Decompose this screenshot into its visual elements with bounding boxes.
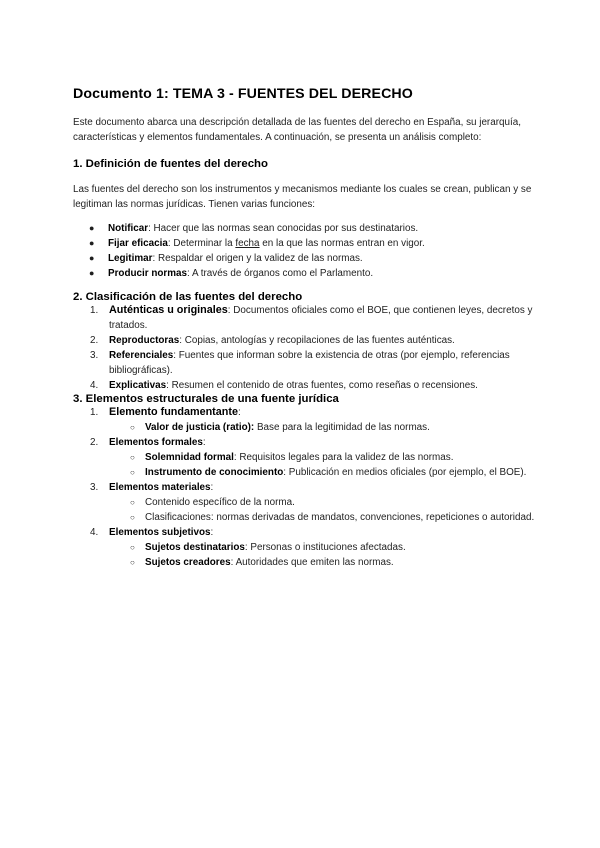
circle-bullet-icon: ○ (130, 453, 135, 462)
circle-bullet-icon: ○ (130, 468, 135, 477)
section-2-heading: 2. Clasificación de las fuentes del derecho (73, 291, 303, 303)
circle-bullet-icon: ○ (130, 543, 135, 552)
item-text: : (202, 437, 206, 448)
item-number: 1. (90, 407, 99, 418)
fecha-link[interactable]: fecha (235, 238, 260, 249)
item-term: Fijar eficacia (108, 238, 168, 249)
circle-bullet-icon: ○ (130, 498, 135, 507)
elements-list (73, 405, 535, 570)
sub-list (109, 495, 535, 525)
item-number: 3. (90, 482, 99, 493)
sub-item-term: Valor de justicia (ratio): (145, 422, 255, 433)
list-item (73, 236, 535, 251)
sub-list-item (73, 495, 535, 510)
item-term: Elemento fundamentante (109, 406, 238, 418)
item-number: 2. (90, 437, 99, 448)
section-3-heading: 3. Elementos estructurales de una fuente jurídica (73, 393, 339, 405)
item-text: : (210, 527, 214, 538)
sub-item-text: : Personas o instituciones afectadas. (244, 542, 406, 553)
bullet-icon: ● (89, 238, 95, 248)
item-text: : Documentos oficiales como el BOE, que contienen leyes, decretos y tratados. (109, 305, 533, 331)
sub-item-text: : Autoridades que emiten las normas. (230, 557, 394, 568)
sub-list-item (73, 420, 535, 435)
sub-item-text: Base para la legitimidad de las normas. (254, 422, 430, 433)
sub-item-text: : Publicación en medios oficiales (por ejemplo, el BOE). (283, 467, 527, 478)
item-text: : Fuentes que informan sobre la existencia de otras (por ejemplo, referencias bibliográficas). (109, 350, 510, 376)
list-item (73, 251, 535, 266)
sub-list (109, 540, 535, 570)
sub-item-term: Sujetos destinatarios (145, 542, 245, 553)
item-number: 4. (90, 380, 99, 391)
item-term: Explicativas (109, 380, 167, 391)
document-title: Documento 1: TEMA 3 - FUENTES DEL DERECHO (73, 86, 413, 102)
classification-list (73, 303, 535, 393)
circle-bullet-icon: ○ (130, 423, 135, 432)
item-text: : Copias, antologías y recopilaciones de las fuentes auténticas. (179, 335, 455, 346)
bullet-icon: ● (89, 253, 95, 263)
list-item (73, 266, 535, 281)
item-number: 2. (90, 335, 99, 346)
list-item (73, 348, 535, 378)
sub-list-item (73, 555, 535, 570)
functions-list (73, 221, 535, 281)
item-text: en la que las normas entran en vigor. (259, 238, 425, 249)
item-number: 3. (90, 350, 99, 361)
item-term: Producir normas (108, 268, 188, 279)
item-number: 1. (90, 305, 99, 316)
list-item (73, 435, 535, 480)
sub-list-item (73, 540, 535, 555)
item-text: : (237, 407, 241, 418)
sub-list (109, 450, 535, 480)
sub-list-item (73, 450, 535, 465)
circle-bullet-icon: ○ (130, 513, 135, 522)
document-content (73, 86, 535, 570)
list-item (73, 525, 535, 570)
sub-item-term: Solemnidad formal (145, 452, 234, 463)
bullet-icon: ● (89, 268, 95, 278)
list-item (73, 480, 535, 525)
item-term: Auténticas u originales (109, 304, 228, 316)
list-item (73, 405, 535, 435)
section-1-heading: 1. Definición de fuentes del derecho (73, 158, 268, 170)
item-number: 4. (90, 527, 99, 538)
bullet-icon: ● (89, 223, 95, 233)
item-term: Legitimar (108, 253, 153, 264)
item-text: : A través de órganos como el Parlamento. (187, 268, 374, 279)
item-term: Elementos subjetivos (109, 527, 211, 538)
sub-item-text: Contenido específico de la norma. (145, 497, 295, 508)
sub-list-item (73, 465, 535, 480)
sub-list (109, 420, 535, 435)
item-term: Reproductoras (109, 335, 180, 346)
item-term: Referenciales (109, 350, 174, 361)
section-1-paragraph: Las fuentes del derecho son los instrumentos y mecanismos mediante los cuales se crean, publican y se legitiman las normas jurídicas. Tienen varias funciones: (73, 184, 532, 210)
item-term: Elementos formales (109, 437, 203, 448)
item-term: Notificar (108, 223, 149, 234)
sub-item-term: Sujetos creadores (145, 557, 231, 568)
item-term: Elementos materiales (109, 482, 211, 493)
list-item (73, 333, 535, 348)
item-text: : Resumen el contenido de otras fuentes, como reseñas o recensiones. (166, 380, 478, 391)
sub-item-term: Instrumento de conocimiento (145, 467, 284, 478)
sub-item-text: Clasificaciones: normas derivadas de mandatos, convenciones, repeticiones o autoridad. (145, 512, 535, 523)
intro-paragraph: Este documento abarca una descripción detallada de las fuentes del derecho en España, su jerarquía, características y elementos fundamentales. A continuación, se presenta un análisis completo: (73, 117, 521, 143)
list-item (73, 221, 535, 236)
item-text: : Respaldar el origen y la validez de las normas. (152, 253, 363, 264)
item-text: : Determinar la (167, 238, 236, 249)
sub-item-text: : Requisitos legales para la validez de las normas. (233, 452, 454, 463)
list-item (73, 303, 535, 333)
list-item (73, 378, 535, 393)
sub-list-item (73, 510, 535, 525)
item-text: : Hacer que las normas sean conocidas por sus destinatarios. (148, 223, 419, 234)
item-text: : (210, 482, 214, 493)
circle-bullet-icon: ○ (130, 558, 135, 567)
